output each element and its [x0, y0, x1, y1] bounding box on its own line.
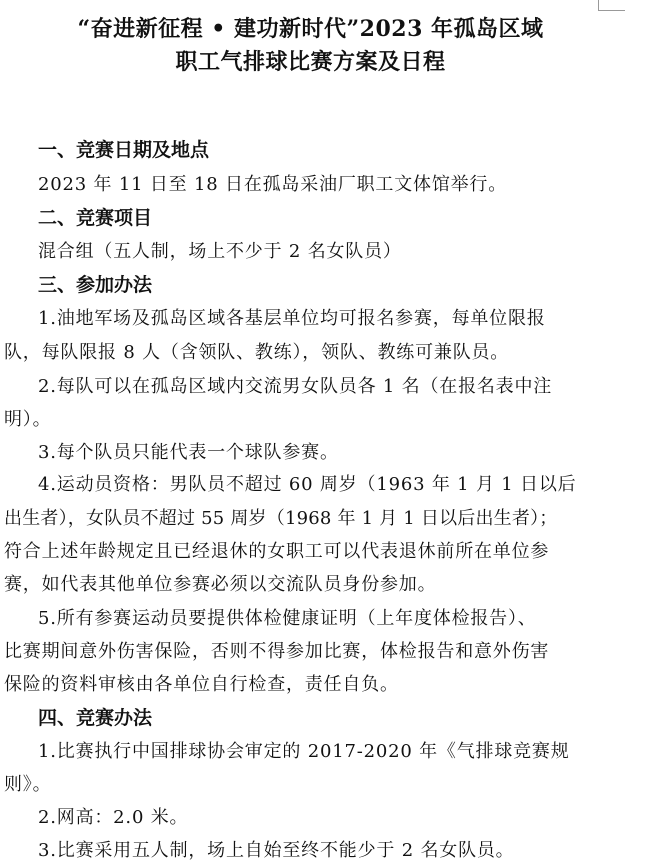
paragraph-line: 3.每个队员只能代表一个球队参赛。 — [38, 442, 339, 463]
document-title-line-2: 职工气排球比赛方案及日程 — [175, 49, 446, 75]
paragraph-line: 比赛期间意外伤害保险，否则不得参加比赛，体检报告和意外伤害 — [4, 641, 550, 662]
section-heading-events: 二、竞赛项目 — [38, 207, 153, 229]
section-heading-competition-method: 四、竞赛办法 — [38, 707, 153, 729]
page-corner-mark — [598, 0, 625, 11]
section-heading-date-venue: 一、竞赛日期及地点 — [38, 139, 210, 161]
paragraph-line: 2.网高：2.0 米。 — [38, 807, 189, 828]
paragraph-line: 5.所有参赛运动员要提供体检健康证明（上年度体检报告）、 — [38, 608, 537, 629]
paragraph-line: 2023 年 11 日至 18 日在孤岛采油厂职工文体馆举行。 — [38, 174, 508, 195]
paragraph-line: 保险的资料审核由各单位自行检查，责任自负。 — [4, 674, 399, 695]
paragraph-line: 1.比赛执行中国排球协会审定的 2017-2020 年《气排球竞赛规 — [38, 741, 570, 762]
paragraph-line: 出生者），女队员不超过 55 周岁（1968 年 1 月 1 日以后出生者）； — [4, 508, 558, 529]
paragraph-line: 1.油地军场及孤岛区域各基层单位均可报名参赛，每单位限报 — [38, 308, 546, 329]
paragraph-line: 则》。 — [4, 774, 52, 795]
section-heading-participation: 三、参加办法 — [38, 274, 153, 296]
paragraph-line: 4.运动员资格：男队员不超过 60 周岁（1963 年 1 月 1 日以后 — [38, 474, 577, 495]
document-title-line-1: “奋进新征程 • 建功新时代”2023 年孤岛区域 — [77, 16, 544, 42]
paragraph-line: 赛，如代表其他单位参赛必须以交流队员身份参加。 — [4, 574, 437, 595]
paragraph-line: 混合组（五人制，场上不少于 2 名女队员） — [38, 241, 402, 262]
paragraph-line: 3.比赛采用五人制，场上自始至终不能少于 2 名女队员。 — [38, 840, 515, 861]
paragraph-line: 明）。 — [4, 409, 52, 430]
paragraph-line: 队，每队限报 8 人（含领队、教练），领队、教练可兼队员。 — [4, 342, 510, 363]
paragraph-line: 符合上述年龄规定且已经退休的女职工可以代表退休前所在单位参 — [4, 541, 550, 562]
paragraph-line: 2.每队可以在孤岛区域内交流男女队员各 1 名（在报名表中注 — [38, 376, 553, 397]
